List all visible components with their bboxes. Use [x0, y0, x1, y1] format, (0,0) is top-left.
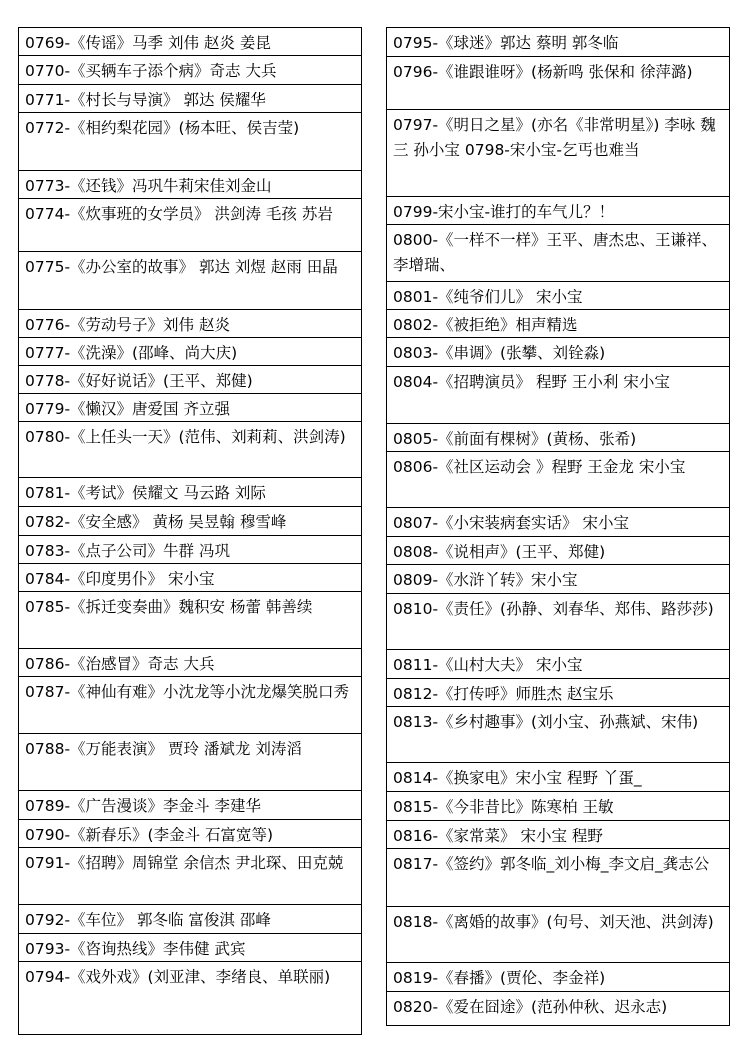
list-item: 0782-《安全感》 黄杨 吴昱翰 穆雪峰 [19, 507, 361, 536]
list-item: 0813-《乡村趣事》(刘小宝、孙燕斌、宋伟) [387, 707, 729, 763]
list-item: 0791-《招聘》周锦堂 余信杰 尹北琛、田克兢 [19, 848, 361, 905]
list-item: 0787-《神仙有难》小沈龙等小沈龙爆笑脱口秀 [19, 677, 361, 734]
list-item: 0803-《串调》(张攀、刘铨淼) [387, 338, 729, 367]
list-item: 0807-《小宋装病套实话》 宋小宝 [387, 508, 729, 537]
list-item: 0785-《拆迁变奏曲》魏积安 杨蕾 韩善续 [19, 592, 361, 649]
list-item: 0788-《万能表演》 贾玲 潘斌龙 刘涛滔 [19, 734, 361, 791]
list-item: 0817-《签约》郭冬临_刘小梅_李文启_龚志公 [387, 849, 729, 907]
list-item: 0801-《纯爷们儿》 宋小宝 [387, 282, 729, 310]
list-item: 0770-《买辆车子添个病》奇志 大兵 [19, 56, 361, 85]
list-item: 0774-《炊事班的女学员》 洪剑涛 毛孩 苏岩 [19, 199, 361, 252]
list-item: 0820-《爱在囧途》(范孙仲秋、迟永志) [393, 998, 668, 1016]
list-item: 0818-《离婚的故事》(句号、刘天池、洪剑涛) [387, 907, 729, 963]
right-column [386, 27, 730, 1026]
list-item: 0796-《谁跟谁呀》(杨新鸣 张保和 徐萍潞) [387, 57, 729, 110]
left-column [18, 27, 362, 1035]
list-item: 0778-《好好说话》(王平、郑健) [19, 366, 361, 394]
list-item: 0781-《考试》侯耀文 马云路 刘际 [19, 478, 361, 507]
list-item: 0775-《办公室的故事》 郭达 刘煜 赵雨 田晶 [19, 252, 361, 310]
list-item: 0772-《相约梨花园》(杨本旺、侯吉莹) [19, 113, 361, 171]
list-item: 0779-《懒汉》唐爱国 齐立强 [19, 394, 361, 422]
list-item: 0804-《招聘演员》 程野 王小利 宋小宝 [387, 367, 729, 424]
list-item: 0814-《换家电》宋小宝 程野 丫蛋_ [387, 763, 729, 792]
list-item: 0773-《还钱》冯巩牛莉宋佳刘金山 [19, 171, 361, 199]
list-item: 0776-《劳动号子》刘伟 赵炎 [19, 310, 361, 338]
list-item: 0780-《上任头一天》(范伟、刘莉莉、洪剑涛) [19, 422, 361, 478]
list-item: 0790-《新春乐》(李金斗 石富宽等) [19, 820, 361, 848]
list-item: 0777-《洗澡》(邵峰、尚大庆) [19, 338, 361, 366]
list-item: 0786-《治感冒》奇志 大兵 [19, 649, 361, 677]
list-item: 0810-《责任》(孙静、刘春华、郑伟、路莎莎) [387, 594, 729, 650]
list-item: 0797-《明日之星》(亦名《非常明星》) 李咏 魏三 孙小宝 0798-宋小宝-乞丐也难当 [387, 110, 729, 197]
list-item: 0809-《水浒丫转》宋小宝 [387, 565, 729, 594]
list-item: 0805-《前面有棵树》(黄杨、张希) [387, 424, 729, 452]
list-item: 0802-《被拒绝》相声精选 [387, 310, 729, 338]
list-item: 0811-《山村大夫》 宋小宝 [387, 650, 729, 679]
list-item: 0793-《咨询热线》李伟健 武宾 [19, 934, 361, 962]
list-item: 0784-《印度男仆》 宋小宝 [19, 564, 361, 592]
list-item: 0769-《传谣》马季 刘伟 赵炎 姜昆 [19, 28, 361, 56]
list-item: 0815-《今非昔比》陈寒柏 王敏 [387, 792, 729, 821]
list-item: 0819-《春播》(贾伦、李金祥) [387, 963, 729, 992]
list-item: 0794-《戏外戏》(刘亚津、李绪良、单联丽) [25, 968, 331, 986]
list-item: 0792-《车位》 郭冬临 富俊淇 邵峰 [19, 905, 361, 934]
list-item: 0808-《说相声》(王平、郑健) [387, 537, 729, 565]
list-item: 0789-《广告漫谈》李金斗 李建华 [19, 791, 361, 820]
list-item: 0806-《社区运动会 》程野 王金龙 宋小宝 [387, 452, 729, 508]
list-item: 0800-《一样不一样》王平、唐杰忠、王谦祥、李增瑞、 [387, 225, 729, 282]
list-item: 0816-《家常菜》 宋小宝 程野 [387, 821, 729, 849]
list-item: 0771-《村长与导演》 郭达 侯耀华 [19, 85, 361, 113]
list-item: 0799-宋小宝-谁打的车气儿？！ [387, 197, 729, 225]
list-item: 0795-《球迷》郭达 蔡明 郭冬临 [387, 28, 729, 57]
list-item: 0783-《点子公司》牛群 冯巩 [19, 536, 361, 564]
list-item: 0812-《打传呼》师胜杰 赵宝乐 [387, 679, 729, 707]
